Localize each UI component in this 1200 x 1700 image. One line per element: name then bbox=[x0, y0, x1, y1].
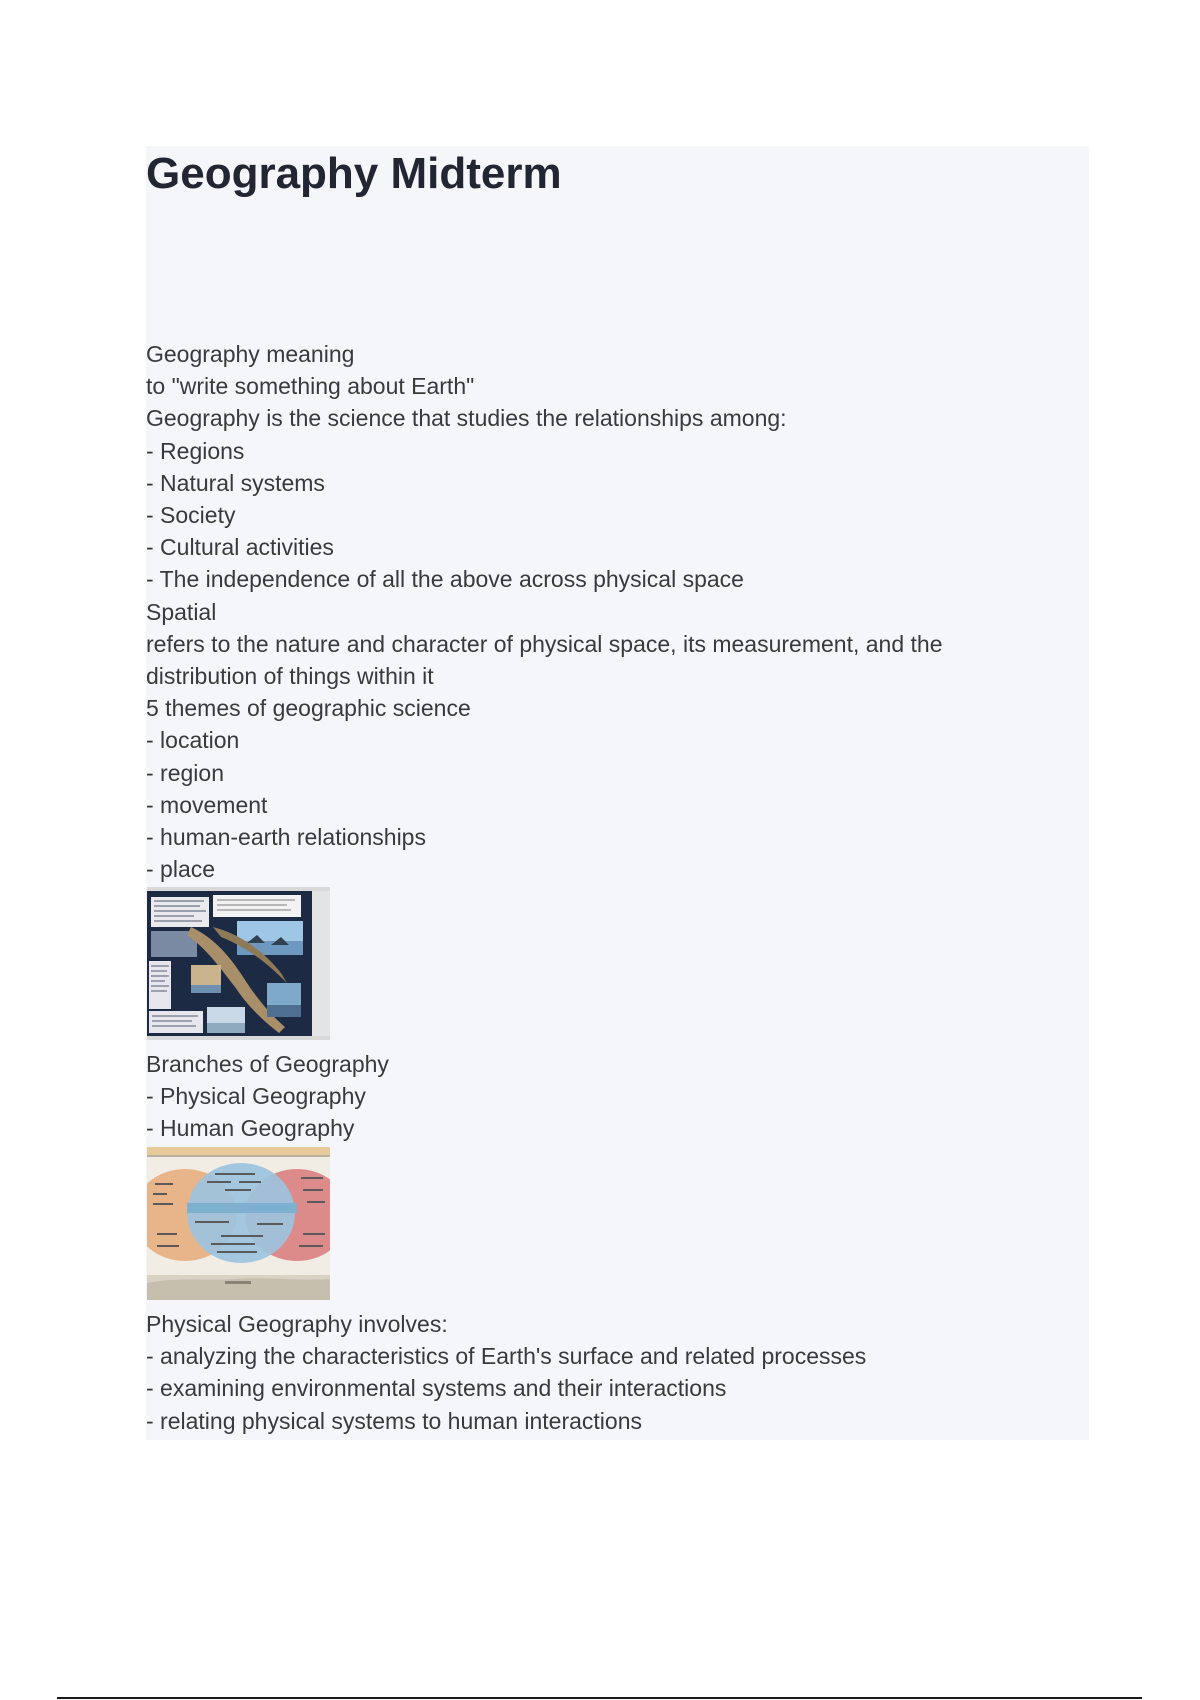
map-figure bbox=[147, 887, 330, 1040]
page-footer-rule bbox=[57, 1697, 1142, 1699]
definitions-section bbox=[146, 338, 1046, 885]
list-item: - Regions bbox=[146, 437, 245, 464]
list-item: - place bbox=[146, 856, 216, 883]
text-line: to "write something about Earth" bbox=[146, 373, 475, 400]
document-title: Geography Midterm bbox=[146, 149, 562, 198]
list-item: - Society bbox=[146, 502, 236, 529]
list-item: - examining environmental systems and their interactions bbox=[146, 1375, 727, 1402]
list-item: - analyzing the characteristics of Earth's surface and related processes bbox=[146, 1343, 867, 1370]
list-item: - Cultural activities bbox=[146, 534, 334, 561]
text-line: Geography is the science that studies the relationships among: bbox=[146, 405, 787, 432]
text-line: distribution of things within it bbox=[146, 663, 434, 690]
list-item: - Human Geography bbox=[146, 1115, 355, 1142]
venn-figure bbox=[147, 1147, 330, 1300]
physical-geography-section bbox=[146, 1308, 1046, 1437]
map-photo-collage-icon bbox=[147, 887, 330, 1040]
text-line: Spatial bbox=[146, 598, 217, 625]
list-item: - region bbox=[146, 759, 224, 786]
text-line: Branches of Geography bbox=[146, 1051, 389, 1077]
list-item: - The independence of all the above across physical space bbox=[146, 566, 744, 593]
list-item: - human-earth relationships bbox=[146, 824, 426, 851]
text-line: Physical Geography involves: bbox=[146, 1311, 448, 1337]
branches-section bbox=[146, 1048, 1046, 1145]
venn-diagram-icon bbox=[147, 1147, 330, 1300]
list-item: - Natural systems bbox=[146, 469, 325, 496]
list-item: - Physical Geography bbox=[146, 1083, 366, 1110]
text-line: refers to the nature and character of physical space, its measurement, and the bbox=[146, 630, 943, 657]
list-item: - movement bbox=[146, 791, 268, 818]
list-item: - location bbox=[146, 727, 240, 754]
list-item: - relating physical systems to human interactions bbox=[146, 1407, 642, 1434]
text-line: Geography meaning bbox=[146, 341, 355, 367]
text-line: 5 themes of geographic science bbox=[146, 695, 471, 722]
